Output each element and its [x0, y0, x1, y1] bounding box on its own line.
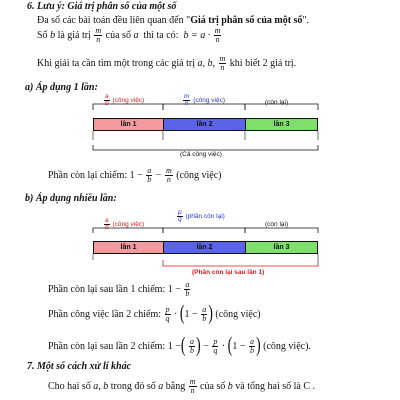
b-line-3: Phần còn lại sau lần 2 chiếm: 1 −( $\frac{a}{b}$ ) − $\frac{p}{q}$ · (1 − $\frac{a}{b}$ ) (công việc). [48, 334, 311, 357]
var-b: b [50, 29, 56, 41]
b-label-3: (còn lại) [265, 221, 289, 228]
fraction-a-b: $\frac{a}{b}$ [147, 166, 152, 184]
section-7-heading: 7. Một số cách xử lí khác [27, 361, 132, 372]
rule-text: của số [105, 29, 131, 41]
a-label-2: $\frac{m}{n}$ (công việc) [184, 93, 226, 107]
a-bar-2: lần 2 [163, 118, 246, 131]
rule-note-text: khi biết 2 giá trị. [229, 57, 297, 69]
fraction-p-q: $\frac{p}{q}$ [178, 209, 182, 223]
section-b-heading: b) Áp dụng nhiều lần: [25, 193, 117, 204]
fraction-m-n: $\frac{m}{n}$ [214, 26, 221, 44]
fraction-p-q: $\frac{p}{q}$ [213, 337, 218, 355]
fraction-m-n: $\frac{m}{n}$ [95, 26, 102, 44]
a-bar-3: lần 3 [245, 118, 318, 131]
a-label-3: (còn lại) [265, 99, 289, 106]
fraction-a-b: $\frac{a}{b}$ [105, 93, 109, 107]
b-bar-3: lần 3 [245, 241, 318, 254]
fraction-m-n: $\frac{m}{n}$ [184, 93, 190, 107]
fraction-m-n: $\frac{m}{n}$ [189, 377, 196, 395]
vars: a, b, [197, 57, 216, 69]
b-label-1: $\frac{a}{b}$ (công việc) [105, 217, 145, 231]
fraction-a-b: $\frac{a}{b}$ [185, 280, 190, 298]
b-bar-2: lần 2 [163, 241, 246, 254]
a-total-label: (Cả công việc) [180, 151, 222, 158]
section-6-heading: 6. Lưu ý: Giá trị phân số của một số [27, 1, 177, 12]
b-line-2: Phần công việc lần 2 chiếm: $\frac{p}{q}$ · (1 − $\frac{a}{b}$ ) (công việc) [48, 302, 261, 325]
fraction-a-b: $\frac{a}{b}$ [190, 337, 195, 355]
a-rest-line: Phần còn lại chiếm: 1 − $\frac{a}{b}$ − $\frac{m}{n}$ (công việc) [48, 166, 222, 184]
fraction-m-n: $\frac{m}{n}$ [165, 166, 172, 184]
rule-note-text: Khi giải ta cần tìm một trong các giá trị [37, 57, 196, 69]
section-7-text: Cho hai số a, b trong đó số a bằng $\frac{m}{n}$ của số b và tổng hai số là C . [48, 377, 316, 395]
fraction-a-b: $\frac{a}{b}$ [105, 217, 109, 231]
rule-text: là giá trị [57, 29, 91, 41]
intro-end: ". [302, 15, 310, 26]
fraction-a-b: $\frac{a}{b}$ [249, 337, 254, 355]
intro-text: Đa số các bài toán đều liên quan đến " [37, 15, 191, 26]
rule-text: Số [37, 29, 48, 41]
var-a: a [133, 29, 139, 41]
b-line-1: Phần còn lại sau lần 1 chiếm: 1 − $\frac{a}{b}$ [48, 280, 190, 298]
intro-emphasis: Giá trị phân số của một số [190, 15, 303, 26]
b-rest-label: (Phần còn lại sau lần 1) [192, 269, 265, 276]
fraction-a-b: $\frac{a}{b}$ [202, 305, 207, 323]
fraction-m-n: $\frac{m}{n}$ [219, 54, 226, 72]
b-label-2: $\frac{p}{q}$ (phần còn lại) [178, 209, 225, 223]
section-a-heading: a) Áp dụng 1 lần: [25, 82, 98, 93]
a-label-1: $\frac{a}{b}$ (công việc) [105, 93, 145, 107]
b-bar-1: lần 1 [93, 241, 164, 254]
a-bar-1: lần 1 [93, 118, 164, 131]
formula: b = a · [183, 29, 211, 41]
fraction-p-q: $\frac{p}{q}$ [165, 305, 170, 323]
rule-text: thì ta có: [143, 29, 179, 41]
